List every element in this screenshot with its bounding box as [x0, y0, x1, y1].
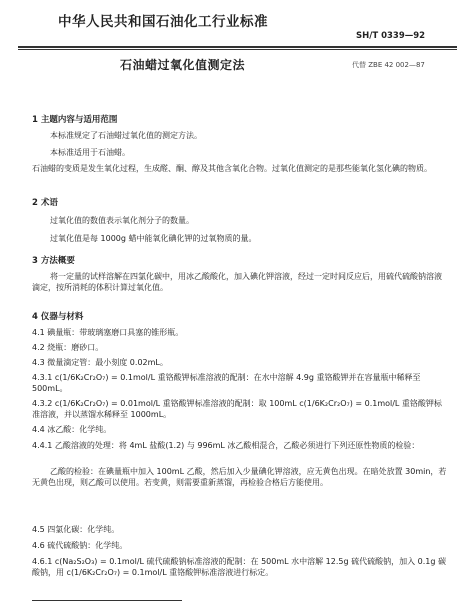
section-2-line-2: 过氧化值是每 1000g 蜡中能氧化碘化钾的过氧物质的量。 — [50, 234, 257, 243]
section-2-line-1: 过氧化值的数值表示氧化剂分子的数量。 — [50, 216, 194, 225]
section-4-item-6: 4.4 冰乙酸：化学纯。 — [32, 425, 112, 434]
section-3-heading: 3 方法概要 — [32, 256, 75, 266]
section-2-heading: 2 术语 — [32, 198, 58, 208]
header-rule-bottom — [18, 49, 457, 50]
section-4-heading: 4 仪器与材料 — [32, 312, 84, 322]
section-4-item-2: 4.2 烧瓶：磨砂口。 — [32, 343, 104, 352]
header-rule-top — [18, 46, 457, 48]
section-4-item-3: 4.3 微量滴定管：最小刻度 0.02mL。 — [32, 358, 168, 367]
section-4-item-1: 4.1 碘量瓶：带玻璃塞磨口具塞的锥形瓶。 — [32, 328, 184, 337]
replaced-standard-code: 代替 ZBE 42 002—87 — [352, 61, 425, 69]
section-3-paragraph: 将一定量的试样溶解在四氯化碳中，用冰乙酸酸化，加入碘化钾溶液，经过一定时间反应后，用硫代硫酸钠溶液滴定，按所消耗的体积计算过氧化值。 — [32, 272, 442, 292]
footnote-rule — [32, 600, 182, 601]
document-title: 石油蜡过氧化值测定法 — [120, 58, 246, 72]
section-4-item-8: 乙酸的检验：在碘量瓶中加入 100mL 乙酸，然后加入少量碘化钾溶液，应无黄色出现。在暗处放置 30min，若无黄色出现，则乙酸可以使用。若变黄，则需要重新蒸馏，再检验合格后方能使用。 — [32, 467, 447, 487]
section-4-item-9: 4.5 四氯化碳：化学纯。 — [32, 525, 120, 534]
section-4-item-7: 4.4.1 乙酸溶液的处理：将 4mL 盐酸(1.2) 与 996mL 冰乙酸相混合，乙酸必须进行下列还原性物质的检验： — [32, 441, 420, 450]
section-1-heading: 1 主题内容与适用范围 — [32, 115, 118, 125]
standard-header-title: 中华人民共和国石油化工行业标准 — [58, 14, 268, 30]
section-4-item-4: 4.3.1 c(1/6K₂Cr₂O₇) = 0.1mol/L 重铬酸钾标准溶液的配制：在水中溶解 4.9g 重铬酸钾并在容量瓶中稀释至 500mL。 — [32, 373, 421, 393]
section-1-line-1: 本标准规定了石油蜡过氧化值的测定方法。 — [50, 131, 202, 140]
standard-code: SH/T 0339—92 — [356, 31, 426, 41]
section-1-paragraph: 石油蜡的变质是发生氧化过程，生成醛、酮、醇及其他含氧化合物。过氧化值测定的是那些能氧化氢化碘的物质。 — [32, 164, 432, 173]
section-4-item-11: 4.6.1 c(Na₂S₂O₃) = 0.1mol/L 硫代硫酸钠标准溶液的配制：在 500mL 水中溶解 12.5g 硫代硫酸钠，加入 0.1g 碳酸钠，用 c(1/6K₂Cr₂O₇) = 0.1mol/L 重铬酸钾标准溶液进行标定。 — [32, 557, 447, 577]
section-1-line-2: 本标准适用于石油蜡。 — [50, 148, 130, 157]
section-4-item-10: 4.6 硫代硫酸钠：化学纯。 — [32, 541, 128, 550]
section-4-item-5: 4.3.2 c(1/6K₂Cr₂O₇) = 0.01mol/L 重铬酸钾标准溶液的配制：取 100mL c(1/6K₂Cr₂O₇) = 0.1mol/L 重铬酸钾标准溶液，并以蒸馏水稀释至 1000mL。 — [32, 399, 442, 419]
